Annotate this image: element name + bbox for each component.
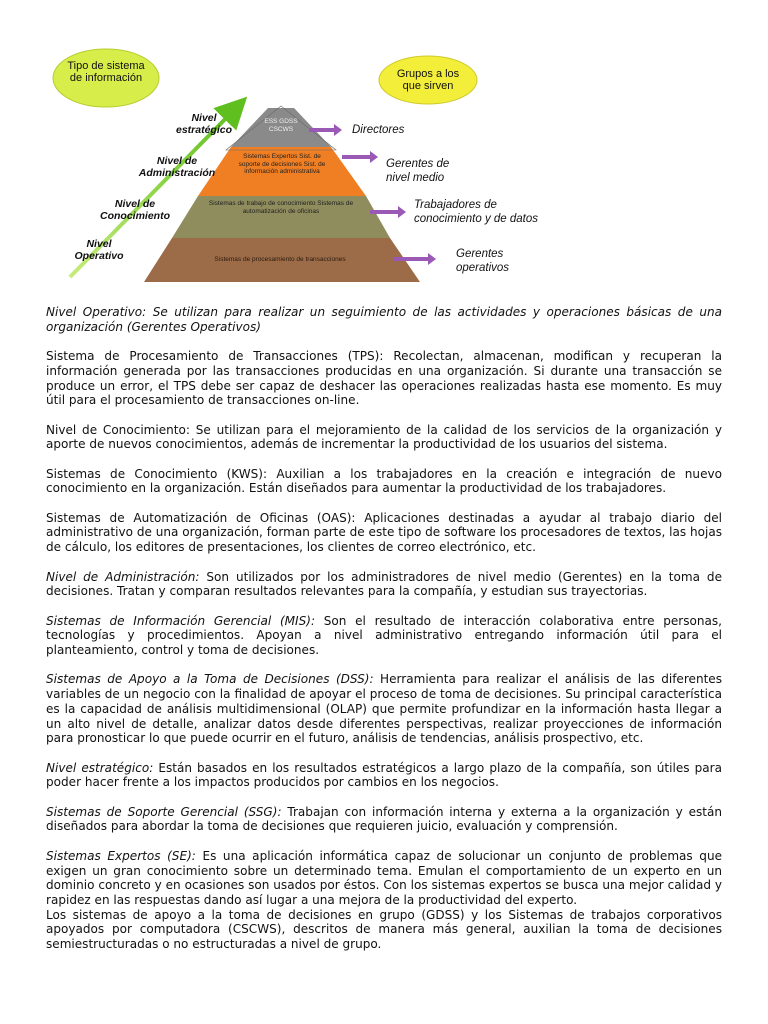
document-body [46,305,722,966]
group-label-knowledge-workers: Trabajadores de conocimiento y de datos [414,199,539,225]
paragraph-text: Es una aplicación informática capaz de solucionar un conjunto de problemas que exigen un gran conocimiento sobre un determinado tema. Emulan el comportamiento de un experto en un dominio concreto y en ocasiones son usados por éstos. Con los sistemas expertos se busca una mejor calidad y rapidez en las respuestas dando así lugar a una mejora de la productividad del experto. [46,848,722,907]
paragraph-lead: Sistemas de Conocimiento (KWS): [46,466,268,481]
paragraph-lead: Sistemas Expertos (SE): [46,848,196,863]
pyramid-diagram [0,0,768,300]
paragraph [46,570,722,599]
paragraph [46,761,722,790]
paragraph-lead: Nivel de Conocimiento: [46,422,190,437]
paragraph-text: Auxilian a los trabajadores en la creación e integración de nuevo conocimiento en la organización. Están diseñados para aumentar la productividad de los trabajadores. [46,466,722,496]
paragraph-text: Son el resultado de interacción colaborativa entre personas, tecnologías y procedimientos. Apoyan a nivel administrativo entregando información útil para el planteamiento, control y toma de decisiones. [46,613,722,658]
paragraph [46,349,722,408]
paragraph-lead: Nivel de Administración: [46,569,200,584]
paragraph-text: Son utilizados por los administradores de nivel medio (Gerentes) en la toma de decisiones. Tratan y comparan resultados relevantes para la compañía, y estudian sus trayectorias. [46,569,722,599]
paragraph [46,849,722,908]
bubble-right-text: Grupos a los que sirven [396,68,460,92]
paragraph-text: Aplicaciones destinadas a ayudar al trabajo diario del administrativo de una organización, forman parte de este tipo de software los procesadores de textos, las hojas de cálculo, los editores de presentaciones, los clientes de correo electrónico, etc. [46,510,722,555]
paragraph-text: Herramienta para realizar el análisis de las diferentes variables de un negocio con la finalidad de apoyar el proceso de toma de decisiones. Su principal característica es la capacidad de análisis multidimensional (OLAP) que permite profundizar en la información hasta llegar a un alto nivel de detalle, analizar datos desde diferentes perspectivas, realizar proyecciones de información para pronosticar lo que puede ocurrir en el futuro, análisis de tendencias, análisis prospectivo, etc. [46,672,722,746]
paragraph-lead: Sistemas de Información Gerencial (MIS): [46,613,316,628]
paragraph [46,805,722,834]
group-label-middle: Gerentes de nivel medio [386,158,450,184]
paragraph-text: Se utilizan para el mejoramiento de la calidad de los servicios de la organización y aporte de nuevos conocimientos, además de incrementar la productividad de los usuarios del sistema. [46,422,722,452]
paragraph-text: Están basados en los resultados estratégicos a largo plazo de la compañía, son útiles para poder hacer frente a los impactos producidos por cambios en los negocios. [46,760,722,790]
paragraph [46,423,722,452]
tier-text-knowledge: Sistemas de trabajo de conocimiento Sistemas de automatización de oficinas [208,200,354,215]
paragraph-text: Trabajan con información interna y externa a la organización y están diseñados para abordar la toma de decisiones que requieren juicio, evaluación y comprensión. [46,804,722,834]
paragraph-lead: Nivel Operativo: [46,305,147,319]
paragraph [46,908,722,952]
bubble-left-text: Tipo de sistema de información [67,60,145,84]
paragraph-lead: Nivel estratégico: [46,760,154,775]
paragraph-lead: Sistema de Procesamiento de Transacciones (TPS): [46,349,384,364]
paragraph-lead: Sistemas de Automatización de Oficinas (OAS): [46,510,356,525]
tier-text-strategic: ESS GDSS CSCWS [264,118,298,133]
paragraph-text: Recolectan, almacenan, modifican y recuperan la información generada por las transacciones producidas en una organización. Si durante una transacción se produce un error, el TPS debe ser capaz de deshacer las operaciones realizadas hasta ese momento. Es muy útil para el procesamiento de transacciones on-line. [46,349,722,408]
paragraph-lead: Sistemas de Apoyo a la Toma de Decisiones (DSS): [46,672,374,687]
group-label-directors: Directores [352,124,405,136]
paragraph [46,305,722,334]
paragraph-text: Se utilizan para realizar un seguimiento de las actividades y operaciones básicas de una organización (Gerentes Operativos) [46,305,722,334]
paragraph [46,672,722,746]
paragraph-lead: Sistemas de Soporte Gerencial (SSG): [46,804,282,819]
level-label-strategic: Nivel estratégico [175,112,233,136]
tier-text-admin: Sistemas Expertos Sist. de soporte de decisiones Sist. de información administrativa [238,153,326,175]
paragraph-text: Los sistemas de apoyo a la toma de decisiones en grupo (GDSS) y los Sistemas de trabajos corporativos apoyados por computadora (CSCWS), descritos de manera más general, auxilian la toma de decisiones semiestructuradas o no estructuradas a nivel de grupo. [46,907,722,952]
level-label-knowledge: Nivel de Conocimiento [100,198,170,222]
level-label-admin: Nivel de Administración [138,155,216,179]
group-label-operational: Gerentes operativos [456,248,510,274]
tier-text-operational: Sistemas de procesamiento de transacciones [214,256,346,263]
paragraph [46,614,722,658]
paragraph [46,511,722,555]
level-label-operational: Nivel Operativo [74,238,124,262]
paragraph [46,467,722,496]
